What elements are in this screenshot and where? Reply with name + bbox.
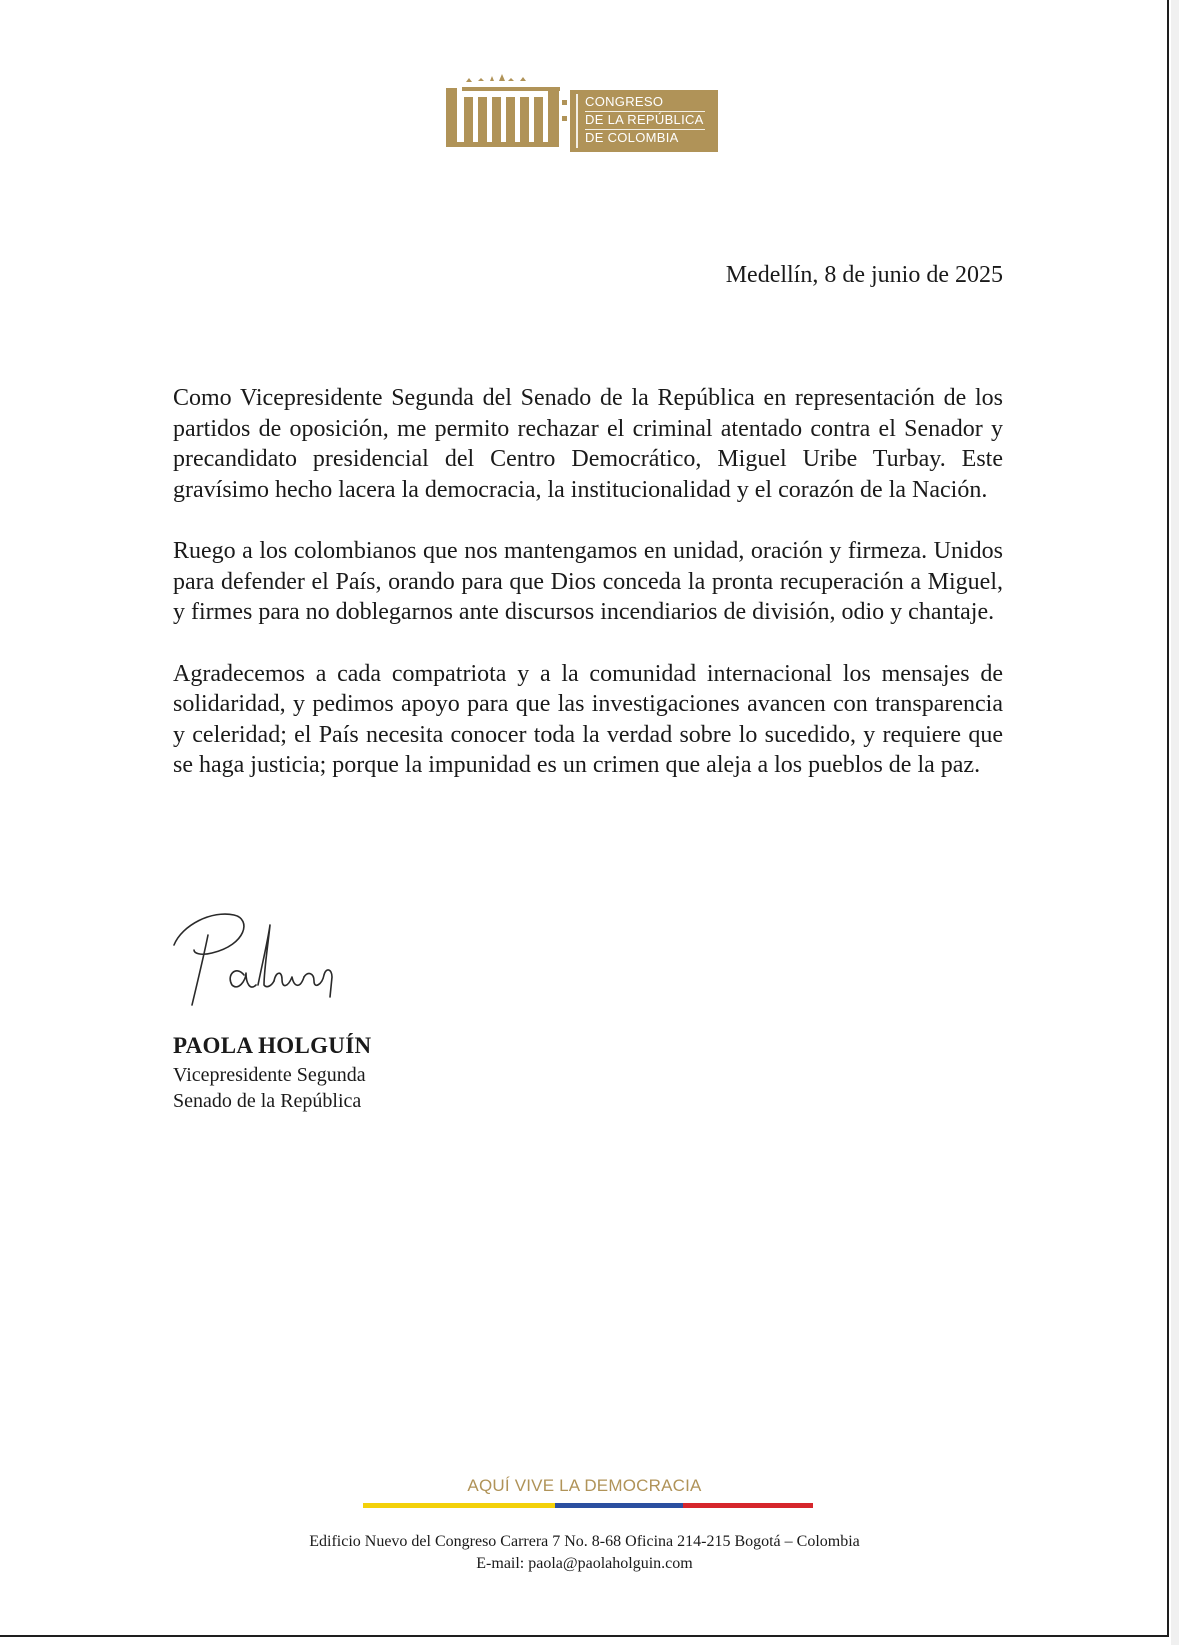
footer-slogan: AQUÍ VIVE LA DEMOCRACIA: [467, 1476, 702, 1495]
capitol-building-icon: [446, 72, 568, 154]
logo-line-3: DE COLOMBIA: [585, 130, 679, 145]
paragraph-2: Ruego a los colombianos que nos mantengamos en unidad, oración y firmeza. Unidos para defender el País, orando para que Dios conceda la pronta recuperación a Miguel, y firmes para no doblegarnos ante discursos incendiarios de división, odio y chantaje.: [173, 538, 1003, 625]
letter-body: [173, 383, 1003, 812]
scrollbar[interactable]: [1171, 0, 1179, 1645]
footer-address: Edificio Nuevo del Congreso Carrera 7 No. 8-68 Oficina 214-215 Bogotá – Colombia: [309, 1533, 860, 1550]
handwritten-signature: [172, 905, 347, 1015]
paragraph-1: Como Vicepresidente Segunda del Senado de la República en representación de los partidos de oposición, me permito rechazar el criminal atentado contra el Senador y precandidato presidencial del Centro Democrático, Miguel Uribe Turbay. Este gravísimo hecho lacera la democracia, la institucionalidad y el corazón de la Nación.: [173, 385, 1003, 503]
logo-line-1: CONGRESO: [585, 94, 664, 109]
signer-name: PAOLA HOLGUÍN: [173, 1033, 372, 1058]
logo-text-box: [570, 90, 718, 152]
colombia-flag-stripe: [363, 1503, 813, 1508]
logo-line-2: DE LA REPÚBLICA: [585, 112, 704, 127]
letter-date: Medellín, 8 de junio de 2025: [725, 262, 1003, 288]
signer-organization: Senado de la República: [173, 1090, 362, 1112]
signer-title: Vicepresidente Segunda: [173, 1064, 366, 1086]
congress-logo: [446, 72, 718, 154]
footer-email: E-mail: paola@paolaholguin.com: [476, 1555, 693, 1572]
paragraph-3: Agradecemos a cada compatriota y a la comunidad internacional los mensajes de solidaridad, y pedimos apoyo para que las investigaciones avancen con transparencia y celeridad; el País necesita conocer toda la verdad sobre lo sucedido, y requiere que se haga justicia; porque la impunidad es un crimen que aleja a los pueblos de la paz.: [173, 660, 1003, 778]
